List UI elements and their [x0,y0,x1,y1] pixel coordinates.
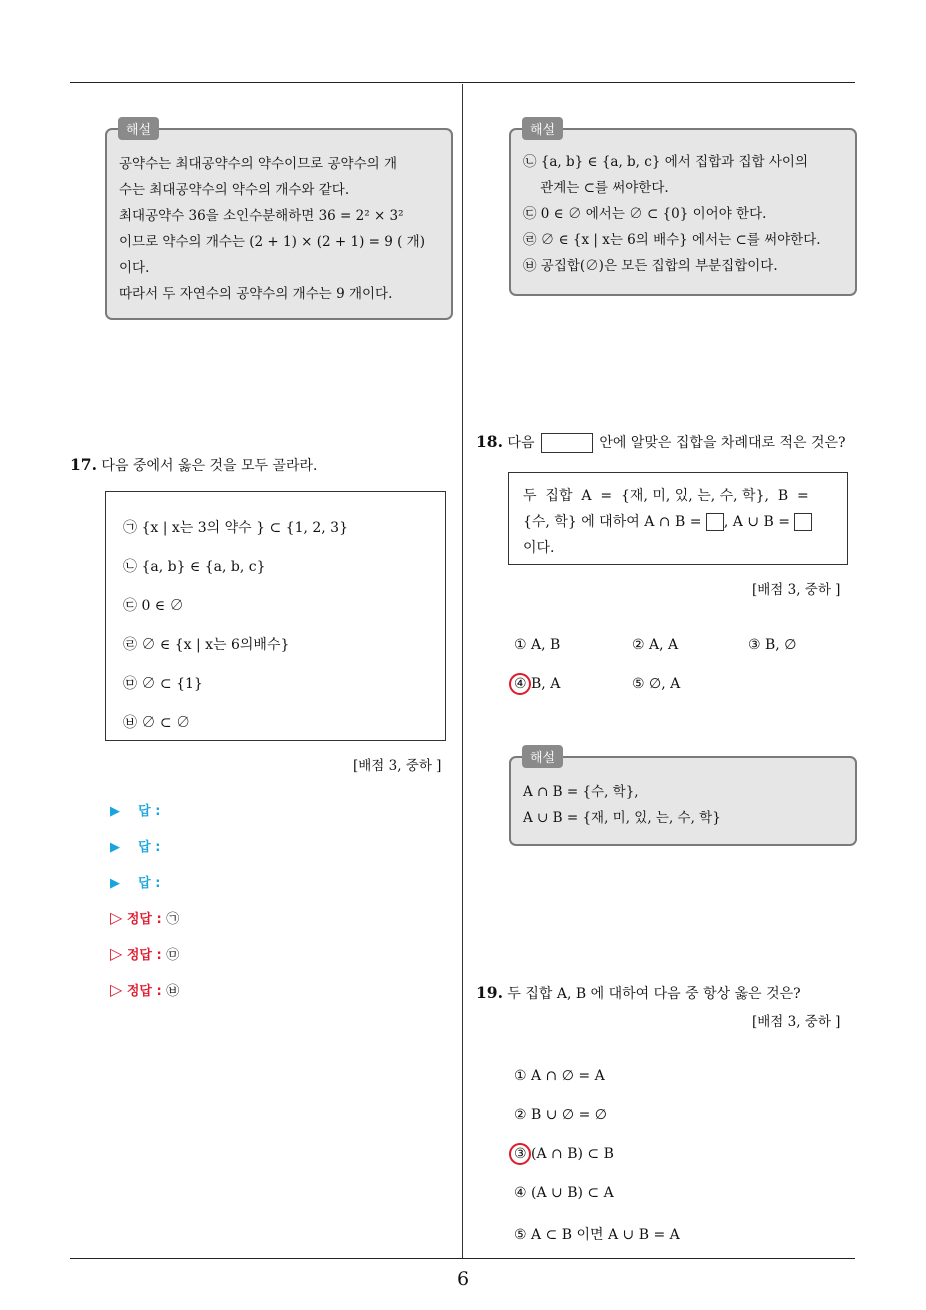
triangle-outline-icon: ▷ [110,980,123,999]
explanation-box-2 [509,128,857,296]
column-divider [462,84,463,1259]
option-item: ㉡ {a, b} ∈ {a, b, c} [123,559,266,575]
question-18-condition-box [508,472,848,565]
question-18-score: [배점 3, 중하 ] [752,582,841,598]
explanation-label: 해설 [522,117,563,140]
question-text: 다음 중에서 옳은 것을 모두 골라라. [101,458,318,474]
explanation-line: 이므로 약수의 개수는 (2 + 1) × (2 + 1) = 9 ( 개) [119,234,425,250]
condition-text: , A ∪ B = [723,514,790,530]
choice-4[interactable]: ④ B, A [514,676,561,692]
explanation-box-1 [105,128,453,320]
choice-5[interactable]: ⑤ ∅, A [632,676,681,692]
question-19-header [476,983,801,1003]
correct-value: ㉥ [166,984,180,999]
explanation-line: 공약수는 최대공약수의 약수이므로 공약수의 개 [119,156,397,172]
correct-answer-row [110,980,179,999]
question-18-header [476,432,846,453]
question-number: 19. [476,983,503,1002]
answer-circle-mark [509,1143,531,1165]
choice-1[interactable]: ① A, B [514,637,561,653]
explanation-line: 이다. [119,260,150,276]
correct-label: 정답 : [126,948,162,963]
choice-5[interactable]: ⑤ A ⊂ B 이면 A ∪ B = A [514,1227,680,1243]
correct-value: ㉠ [166,912,180,927]
explanation-label: 해설 [522,745,563,768]
choice-1[interactable]: ① A ∩ ∅ = A [514,1068,605,1084]
correct-label: 정답 : [126,984,162,999]
explanation-line: ㉡ {a, b} ∈ {a, b, c} 에서 집합과 집합 사이의 [523,154,808,170]
condition-line: 이다. [523,540,555,556]
choice-3[interactable]: ③ (A ∩ B) ⊂ B [514,1146,614,1162]
explanation-line: 관계는 ⊂를 써야한다. [523,180,669,196]
choice-2[interactable]: ② B ∪ ∅ = ∅ [514,1107,607,1123]
answer-label: 답 : [138,804,161,819]
explanation-line: ㉥ 공집합(∅)은 모든 집합의 부분집합이다. [523,258,778,274]
answer-label: 답 : [138,876,161,891]
question-17-options-box [105,491,446,741]
explanation-line: 따라서 두 자연수의 공약수의 개수는 9 개이다. [119,286,393,302]
question-text: 안에 알맞은 집합을 차례대로 적은 것은? [599,435,846,451]
correct-answer-row [110,908,179,927]
explanation-label: 해설 [118,117,159,140]
condition-line [523,511,812,531]
explanation-box-3 [509,756,857,846]
answer-row [110,800,160,819]
option-item: ㉢ 0 ∈ ∅ [123,598,184,614]
question-text: 다음 [507,435,535,451]
answer-row [110,836,160,855]
triangle-outline-icon: ▷ [110,908,123,927]
explanation-line: ㉣ ∅ ∈ {x | x는 6의 배수} 에서는 ⊂를 써야한다. [523,232,821,248]
explanation-line: 최대공약수 36을 소인수분해하면 36 = 2² × 3² [119,208,404,224]
explanation-line: ㉢ 0 ∈ ∅ 에서는 ∅ ⊂ {0} 이어야 한다. [523,206,767,222]
answer-label: 답 : [138,840,161,855]
play-icon: ▶ [110,804,120,819]
blank-box [706,513,724,531]
choice-2[interactable]: ② A, A [632,637,679,653]
correct-answer-row [110,944,179,963]
explanation-line: 수는 최대공약수의 약수의 개수와 같다. [119,182,350,198]
option-item: ㉥ ∅ ⊂ ∅ [123,715,191,731]
correct-label: 정답 : [126,912,162,927]
question-number: 17. [70,455,97,474]
option-item: ㉣ ∅ ∈ {x | x는 6의배수} [123,637,290,653]
play-icon: ▶ [110,840,120,855]
explanation-line: A ∩ B = {수, 학}, [523,784,639,800]
option-item: ㉤ ∅ ⊂ {1} [123,676,203,692]
answer-circle-mark [509,673,531,695]
blank-box [541,433,593,453]
play-icon: ▶ [110,876,120,891]
option-item: ㉠ {x | x는 3의 약수 } ⊂ {1, 2, 3} [123,520,348,536]
choice-4[interactable]: ④ (A ∪ B) ⊂ A [514,1185,614,1201]
question-text: 두 집합 A, B 에 대하여 다음 중 항상 옳은 것은? [507,986,801,1002]
answer-row [110,872,160,891]
question-number: 18. [476,432,503,451]
question-17-score: [배점 3, 중하 ] [353,758,442,774]
explanation-line: A ∪ B = {재, 미, 있, 는, 수, 학} [523,810,721,826]
choice-3[interactable]: ③ B, ∅ [748,637,797,653]
bottom-rule [70,1258,855,1259]
condition-text: {수, 학} 에 대하여 A ∩ B = [523,514,702,530]
blank-box [794,513,812,531]
question-17-header [70,455,317,475]
top-rule [70,82,855,83]
condition-line: 두 집합 A = {재, 미, 있, 는, 수, 학}, B = [523,488,809,504]
page-number: 6 [456,1268,470,1290]
correct-value: ㉤ [166,948,180,963]
triangle-outline-icon: ▷ [110,944,123,963]
question-19-score: [배점 3, 중하 ] [752,1014,841,1030]
